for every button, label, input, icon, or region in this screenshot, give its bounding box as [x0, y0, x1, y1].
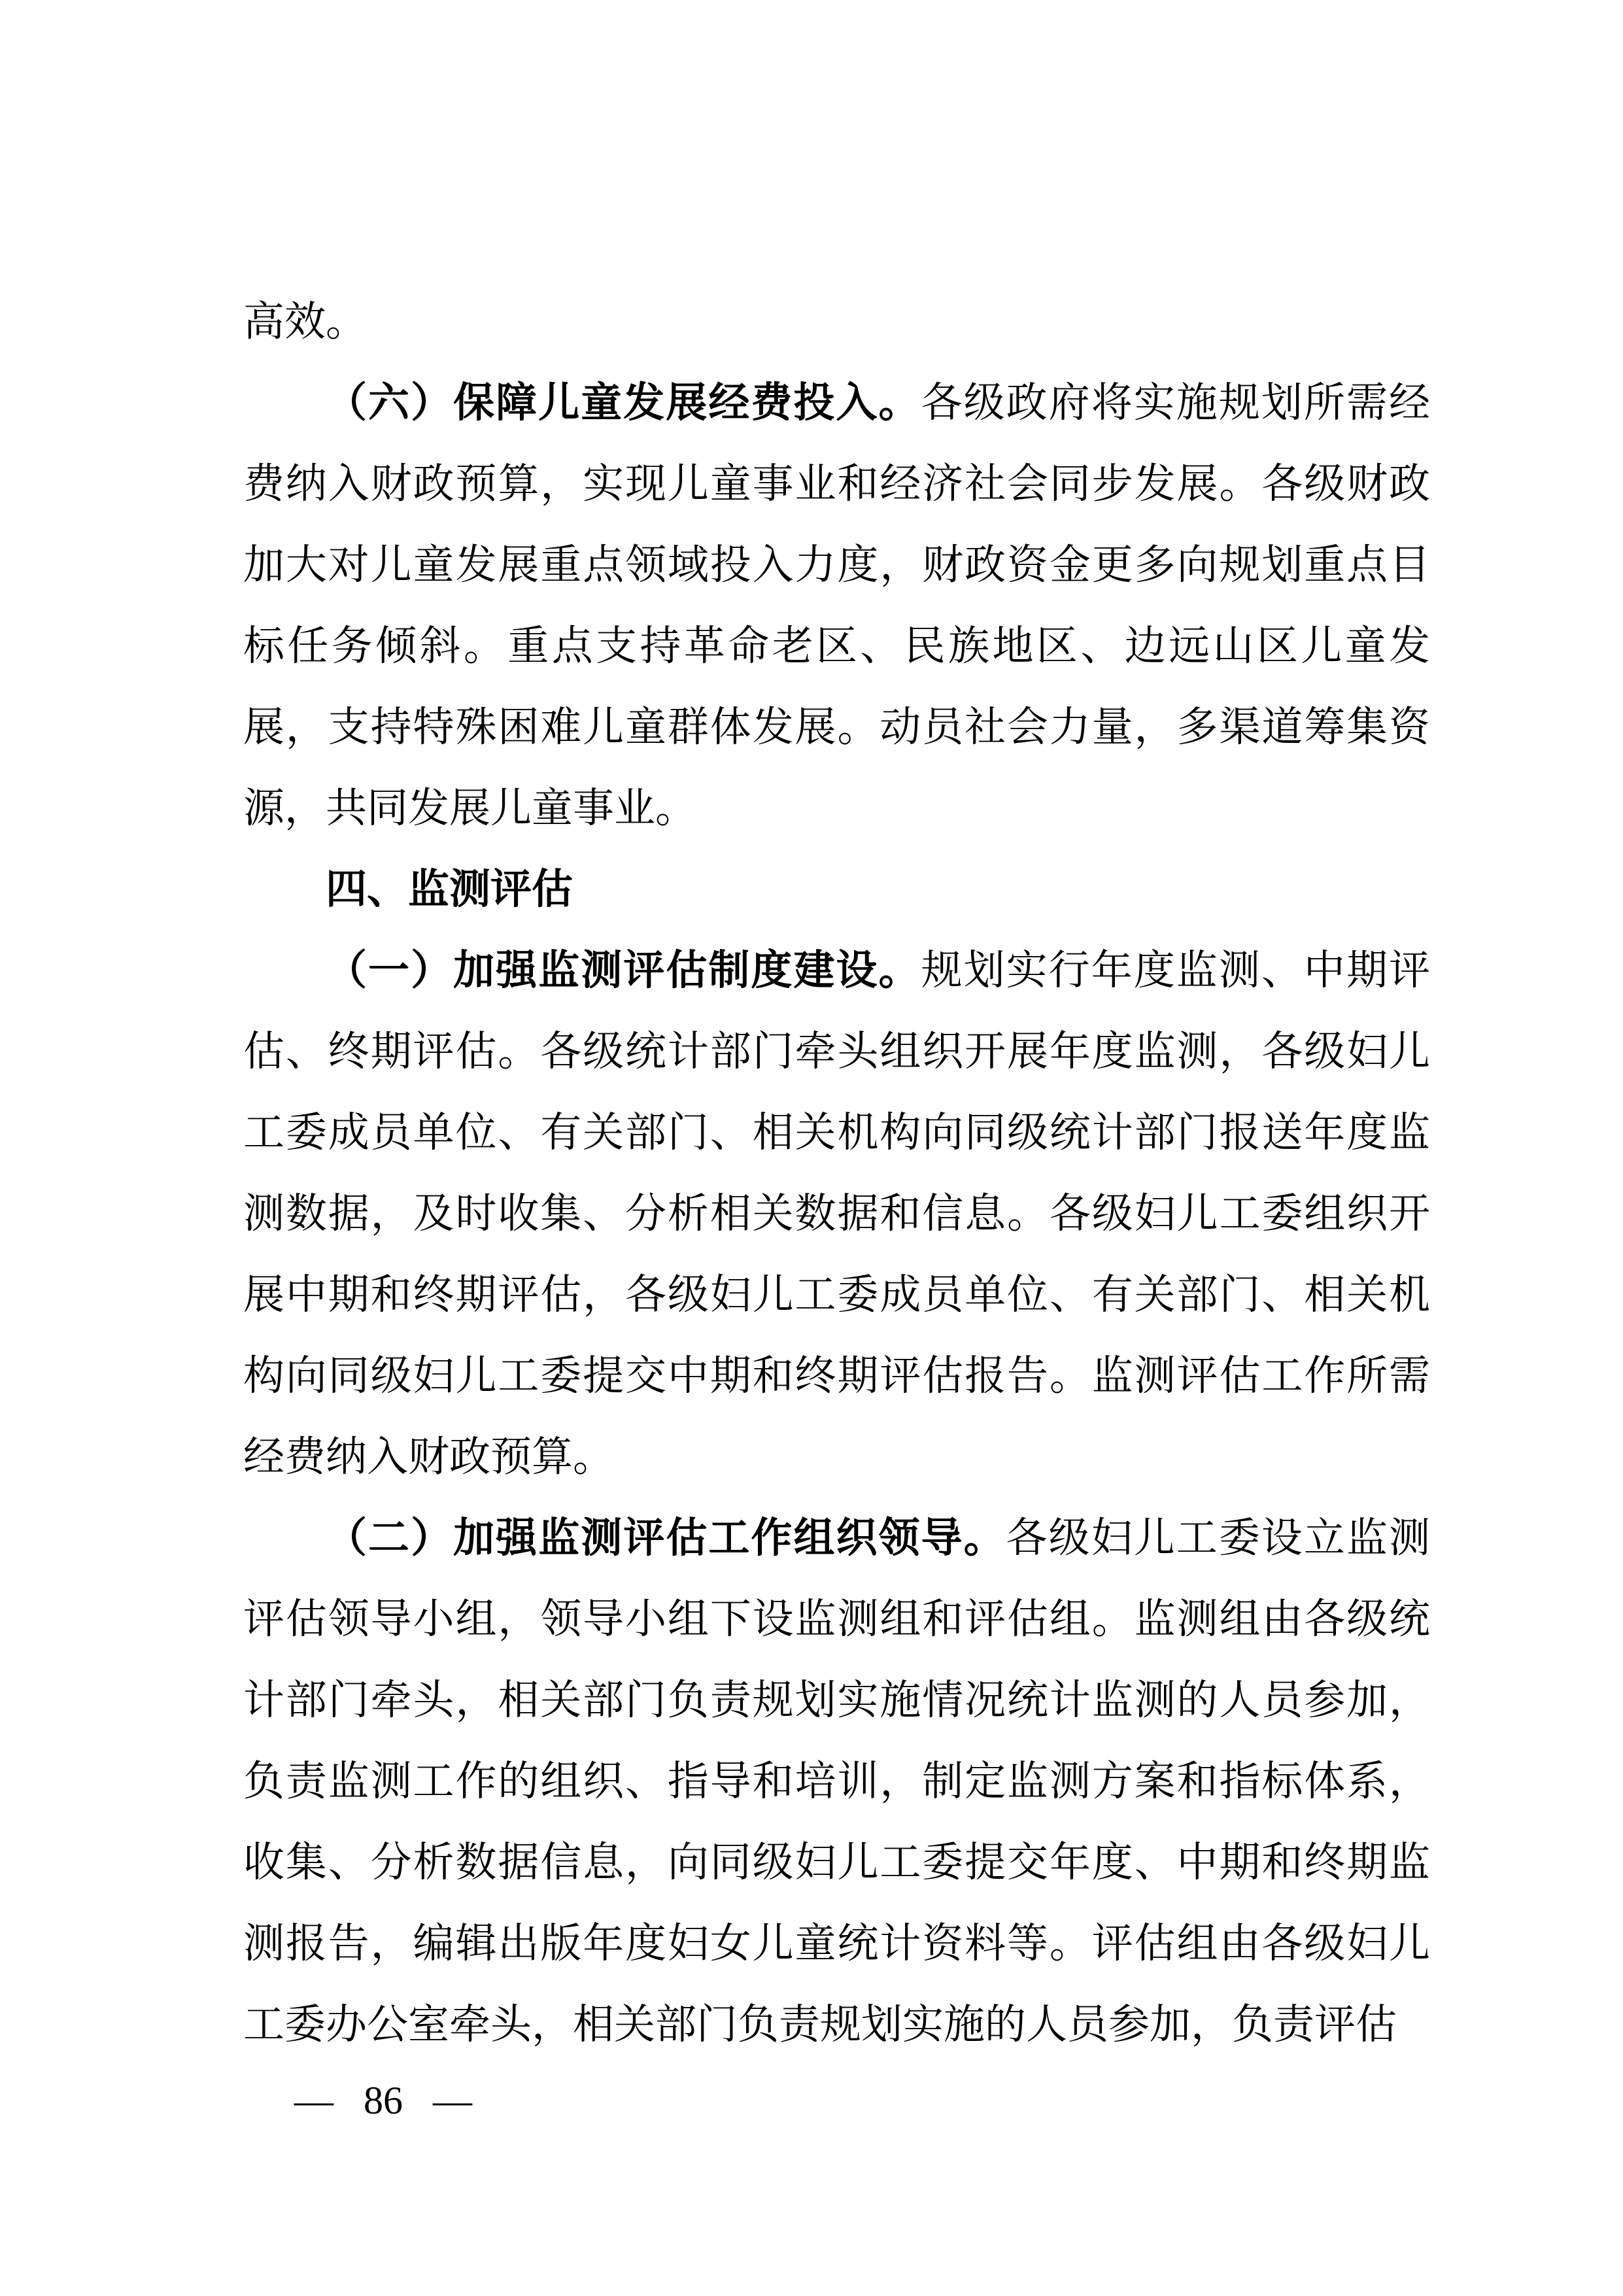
footer-dash-right: — — [433, 2079, 472, 2122]
paragraph-text: 高效。 — [243, 299, 367, 345]
paragraph-item-1 — [243, 930, 1430, 1498]
page-body-text — [243, 281, 1430, 2065]
paragraph-item-2 — [243, 1498, 1430, 2065]
paragraph-continuation — [243, 281, 1430, 362]
paragraph-text: 规划实行年度监测、中期评估、终期评估。各级统计部门牵头组织开展年度监测，各级妇儿工委成员单位、有关部门、相关机构向同级统计部门报送年度监测数据，及时收集、分析相关数据和信息。各级妇儿工委组织开展中期和终期评估，各级妇儿工委成员单位、有关部门、相关机构向同级妇儿工委提交中期和终期评估报告。监测评估工作所需经费纳入财政预算。 — [243, 948, 1431, 1480]
paragraph-lead: （一）加强监测评估制度建设。 — [326, 948, 921, 993]
paragraph-lead: （六）保障儿童发展经费投入。 — [326, 380, 921, 426]
paragraph-text: 各级政府将实施规划所需经费纳入财政预算，实现儿童事业和经济社会同步发展。各级财政加大对儿童发展重点领域投入力度，财政资金更多向规划重点目标任务倾斜。重点支持革命老区、民族地区、边远山区儿童发展，支持特殊困难儿童群体发展。动员社会力量，多渠道筹集资源，共同发展儿童事业。 — [243, 380, 1431, 831]
section-heading: 四、监测评估 — [326, 866, 573, 912]
footer-dash-left: — — [294, 2079, 333, 2122]
footer-page-number: 86 — [364, 2079, 403, 2122]
page-footer — [294, 2080, 472, 2121]
paragraph-lead: （二）加强监测评估工作组织领导。 — [326, 1515, 1006, 1561]
paragraph-item-6 — [243, 362, 1430, 849]
paragraph-text: 各级妇儿工委设立监测评估领导小组，领导小组下设监测组和评估组。监测组由各级统计部门牵头，相关部门负责规划实施情况统计监测的人员参加，负责监测工作的组织、指导和培训，制定监测方案和指标体系，收集、分析数据信息，向同级妇儿工委提交年度、中期和终期监测报告，编辑出版年度妇女儿童统计资料等。评估组由各级妇儿工委办公室牵头，相关部门负责规划实施的人员参加，负责评估 — [243, 1515, 1431, 2048]
